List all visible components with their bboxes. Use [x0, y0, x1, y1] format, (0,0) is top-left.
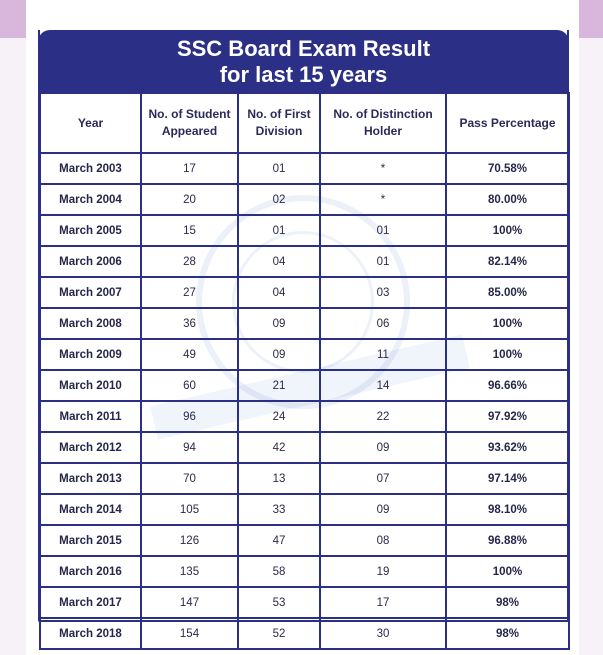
results-table	[39, 92, 570, 650]
header-pass-percentage: Pass Percentage	[446, 93, 569, 153]
table-row	[40, 401, 569, 432]
year-cell: March 2006	[40, 246, 141, 277]
pass-percentage-cell: 93.62%	[446, 432, 569, 463]
year-cell: March 2005	[40, 215, 141, 246]
students-cell: 154	[141, 618, 238, 649]
year-cell: March 2015	[40, 525, 141, 556]
header-distinction-holder: No. of Distinction Holder	[320, 93, 446, 153]
first-division-cell: 13	[238, 463, 320, 494]
distinction-cell: 09	[320, 432, 446, 463]
pass-percentage-cell: 80.00%	[446, 184, 569, 215]
distinction-cell: 07	[320, 463, 446, 494]
year-cell: March 2014	[40, 494, 141, 525]
year-cell: March 2016	[40, 556, 141, 587]
distinction-cell: 14	[320, 370, 446, 401]
students-cell: 126	[141, 525, 238, 556]
year-cell: March 2011	[40, 401, 141, 432]
left-edge-strip	[0, 38, 26, 655]
distinction-cell: 09	[320, 494, 446, 525]
table-row	[40, 618, 569, 649]
right-edge-band	[579, 0, 603, 38]
table-row	[40, 556, 569, 587]
first-division-cell: 09	[238, 339, 320, 370]
distinction-cell: *	[320, 153, 446, 184]
table-row	[40, 339, 569, 370]
students-cell: 27	[141, 277, 238, 308]
page-title: SSC Board Exam Result	[176, 36, 431, 61]
table-row	[40, 494, 569, 525]
pass-percentage-cell: 98%	[446, 587, 569, 618]
first-division-cell: 04	[238, 277, 320, 308]
table-row	[40, 215, 569, 246]
year-cell: March 2018	[40, 618, 141, 649]
year-cell: March 2007	[40, 277, 141, 308]
first-division-cell: 52	[238, 618, 320, 649]
first-division-cell: 33	[238, 494, 320, 525]
distinction-cell: 03	[320, 277, 446, 308]
year-cell: March 2008	[40, 308, 141, 339]
year-cell: March 2013	[40, 463, 141, 494]
pass-percentage-cell: 100%	[446, 215, 569, 246]
first-division-cell: 02	[238, 184, 320, 215]
table-row	[40, 153, 569, 184]
table-row	[40, 432, 569, 463]
pass-percentage-cell: 97.14%	[446, 463, 569, 494]
year-cell: March 2003	[40, 153, 141, 184]
students-cell: 135	[141, 556, 238, 587]
first-division-cell: 58	[238, 556, 320, 587]
right-edge-strip	[579, 38, 603, 655]
first-division-cell: 47	[238, 525, 320, 556]
first-division-cell: 01	[238, 153, 320, 184]
distinction-cell: 08	[320, 525, 446, 556]
pass-percentage-cell: 100%	[446, 556, 569, 587]
students-cell: 105	[141, 494, 238, 525]
pass-percentage-cell: 98.10%	[446, 494, 569, 525]
students-cell: 36	[141, 308, 238, 339]
first-division-cell: 21	[238, 370, 320, 401]
students-cell: 147	[141, 587, 238, 618]
year-cell: March 2004	[40, 184, 141, 215]
pass-percentage-cell: 98%	[446, 618, 569, 649]
pass-percentage-cell: 96.88%	[446, 525, 569, 556]
table-header-row	[40, 93, 569, 153]
first-division-cell: 01	[238, 215, 320, 246]
distinction-cell: *	[320, 184, 446, 215]
students-cell: 70	[141, 463, 238, 494]
students-cell: 94	[141, 432, 238, 463]
year-cell: March 2012	[40, 432, 141, 463]
distinction-cell: 19	[320, 556, 446, 587]
students-cell: 20	[141, 184, 238, 215]
distinction-cell: 01	[320, 215, 446, 246]
pass-percentage-cell: 100%	[446, 339, 569, 370]
students-cell: 17	[141, 153, 238, 184]
table-row	[40, 525, 569, 556]
year-cell: March 2009	[40, 339, 141, 370]
first-division-cell: 04	[238, 246, 320, 277]
students-cell: 28	[141, 246, 238, 277]
header-first-division: No. of First Division	[238, 93, 320, 153]
first-division-cell: 09	[238, 308, 320, 339]
students-cell: 96	[141, 401, 238, 432]
students-cell: 49	[141, 339, 238, 370]
pass-percentage-cell: 100%	[446, 308, 569, 339]
pass-percentage-cell: 96.66%	[446, 370, 569, 401]
students-cell: 60	[141, 370, 238, 401]
table-row	[40, 184, 569, 215]
results-header	[38, 30, 569, 92]
page-subtitle: for last 15 years	[219, 62, 388, 87]
table-row	[40, 277, 569, 308]
first-division-cell: 24	[238, 401, 320, 432]
year-cell: March 2010	[40, 370, 141, 401]
header-students-appeared: No. of Student Appeared	[141, 93, 238, 153]
table-row	[40, 463, 569, 494]
students-cell: 15	[141, 215, 238, 246]
pass-percentage-cell: 97.92%	[446, 401, 569, 432]
distinction-cell: 06	[320, 308, 446, 339]
year-cell: March 2017	[40, 587, 141, 618]
distinction-cell: 17	[320, 587, 446, 618]
table-row	[40, 246, 569, 277]
pass-percentage-cell: 85.00%	[446, 277, 569, 308]
pass-percentage-cell: 82.14%	[446, 246, 569, 277]
distinction-cell: 11	[320, 339, 446, 370]
table-row	[40, 587, 569, 618]
first-division-cell: 42	[238, 432, 320, 463]
table-row	[40, 308, 569, 339]
header-year: Year	[40, 93, 141, 153]
first-division-cell: 53	[238, 587, 320, 618]
distinction-cell: 01	[320, 246, 446, 277]
distinction-cell: 22	[320, 401, 446, 432]
table-row	[40, 370, 569, 401]
left-edge-band	[0, 0, 26, 38]
distinction-cell: 30	[320, 618, 446, 649]
pass-percentage-cell: 70.58%	[446, 153, 569, 184]
